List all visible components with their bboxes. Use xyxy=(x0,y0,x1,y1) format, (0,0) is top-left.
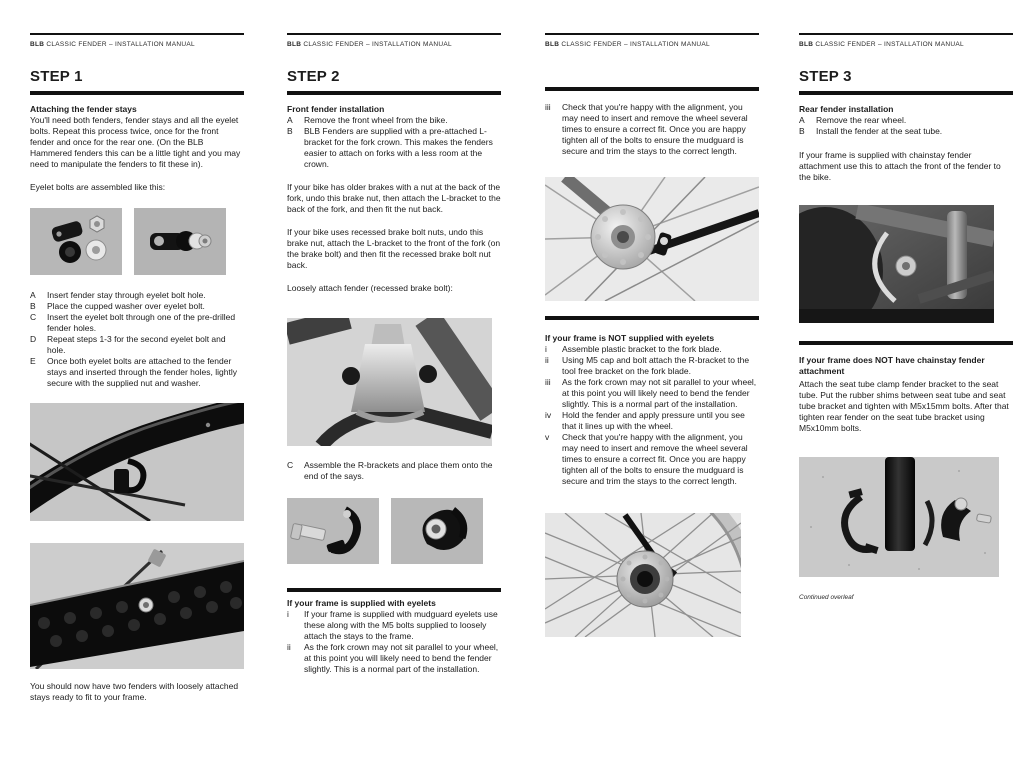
list-item xyxy=(799,126,1013,137)
list-item xyxy=(287,115,501,126)
photo-pair xyxy=(287,498,501,564)
r-bracket-parts-photo xyxy=(287,498,379,564)
list-item-label: B xyxy=(799,126,805,136)
list-item-text: If your frame is supplied with mudguard eyelets use these along with the M5 bolts supplied to loosely attach the stays to the frame. xyxy=(304,609,498,641)
paragraph: If your frame is supplied with chainstay fender attachment use this to attach the front of the fender to the bike. xyxy=(799,150,1001,182)
seat-tube-clamp-parts-photo xyxy=(799,457,999,577)
list-item-label: iii xyxy=(545,377,551,387)
list-item-label: iv xyxy=(545,410,552,420)
step-title: STEP 3 xyxy=(799,68,852,85)
running-header-text: CLASSIC FENDER – INSTALLATION MANUAL xyxy=(46,41,195,48)
list-item xyxy=(30,290,244,301)
list-item-label: ii xyxy=(545,355,549,365)
list-item-text: Insert the eyelet bolt through one of the pre-drilled fender holes. xyxy=(47,312,236,333)
section-divider-rule xyxy=(545,316,759,320)
step-list xyxy=(287,609,501,675)
brand-label: BLB xyxy=(545,41,560,48)
running-header-text: CLASSIC FENDER – INSTALLATION MANUAL xyxy=(815,41,964,48)
step-title: STEP 1 xyxy=(30,68,83,85)
column-step1 xyxy=(30,33,244,703)
step-rule xyxy=(799,91,1013,95)
list-item xyxy=(545,410,759,432)
list-item-label: B xyxy=(287,126,293,136)
list-item-text: Once both eyelet bolts are attached to the fender stays and inserted through the fender holes, lightly secure with the supplied nut and washer. xyxy=(47,356,237,388)
list-item-text: Insert fender stay through eyelet bolt hole. xyxy=(47,290,206,300)
section-heading: Attaching the fender stays xyxy=(30,104,137,114)
front-hub-stay-photo xyxy=(545,177,759,301)
step-list xyxy=(545,344,759,487)
list-item-text: Using M5 cap and bolt attach the R-bracket to the tool free bracket on the fork blade. xyxy=(562,355,750,376)
section-heading: Front fender installation xyxy=(287,104,385,114)
list-item-label: C xyxy=(287,460,294,470)
column-step2-continued xyxy=(545,33,759,637)
list-item-text: BLB Fenders are supplied with a pre-attached L-bracket for the fork crown. This makes the fenders easier to attach on forks with a less room at the crown. xyxy=(304,126,493,169)
paragraph: Eyelet bolts are assembled like this: xyxy=(30,182,166,192)
list-item xyxy=(287,642,501,675)
list-item-text: Assemble plastic bracket to the fork blade. xyxy=(562,344,722,354)
step-list xyxy=(30,290,244,389)
step-list xyxy=(287,115,501,170)
paragraph: If your bike has older brakes with a nut at the back of the fork, undo this brake nut, then attach the L-bracket to the back of the fork, and then fit the nut back. xyxy=(287,182,501,214)
section-heading: Rear fender installation xyxy=(799,104,894,114)
list-item-label: A xyxy=(30,290,36,300)
list-item-text: Hold the fender and apply pressure until you see that it lines up with the wheel. xyxy=(562,410,745,431)
wheel-hub-spokes-photo xyxy=(545,513,741,637)
section-divider-rule xyxy=(799,341,1013,345)
running-header xyxy=(287,41,501,48)
list-item xyxy=(30,301,244,312)
list-item-label: C xyxy=(30,312,37,322)
list-item-label: i xyxy=(545,344,547,354)
list-item-label: A xyxy=(799,115,805,125)
fork-crown-bracket-photo xyxy=(287,318,492,446)
header-rule xyxy=(545,33,759,35)
column-step3 xyxy=(799,33,1013,601)
brand-label: BLB xyxy=(799,41,814,48)
list-item-label: A xyxy=(287,115,293,125)
running-header xyxy=(30,41,244,48)
list-item xyxy=(287,126,501,170)
hammered-fender-eyelet-photo xyxy=(30,543,244,669)
list-item xyxy=(545,377,759,410)
eyelet-bolt-assembled-photo xyxy=(134,208,226,275)
list-item xyxy=(545,344,759,355)
eyelet-bolt-parts-photo xyxy=(30,208,122,275)
paragraph: If your bike uses recessed brake bolt nuts, undo this brake nut, attach the L-bracket to the front of the fork (on the brake bolt) and then fit the recessed brake bolt nut back. xyxy=(287,227,501,270)
list-item xyxy=(287,460,501,482)
step-rule xyxy=(545,87,759,91)
fender-stay-clamp-photo xyxy=(30,403,244,521)
step-rule xyxy=(287,91,501,95)
list-item-text: Remove the rear wheel. xyxy=(816,115,907,125)
list-item-text: As the fork crown may not sit parallel to your wheel, at this point you will likely need to bend the fender slightly. This is a normal part of the installation. xyxy=(562,377,757,409)
list-item-text: Place the cupped washer over eyelet bolt. xyxy=(47,301,205,311)
list-item xyxy=(30,356,244,389)
list-item-text: Remove the front wheel from the bike. xyxy=(304,115,448,125)
list-item xyxy=(799,115,1013,126)
closing-paragraph: You should now have two fenders with loosely attached stays ready to fit to your frame. xyxy=(30,681,239,702)
section-heading: If your frame is NOT supplied with eyelets xyxy=(545,333,715,343)
paragraph: Attach the seat tube clamp fender bracket to the seat tube. Put the rubber shims between seat tube and seat tube bracket and tighten with M5x15mm bolts. After that tighten rear fender on the seat tube bracket using M5x10mm bolts. xyxy=(799,379,1009,433)
step-rule xyxy=(30,91,244,95)
running-header-text: CLASSIC FENDER – INSTALLATION MANUAL xyxy=(561,41,710,48)
list-item-label: i xyxy=(287,609,289,619)
step-title: STEP 2 xyxy=(287,68,340,85)
header-rule xyxy=(30,33,244,35)
list-item-text: Assemble the R-brackets and place them onto the end of the says. xyxy=(304,460,493,481)
list-item xyxy=(545,355,759,377)
r-bracket-assembled-photo xyxy=(391,498,483,564)
list-item xyxy=(287,609,501,642)
list-item-text: Check that you're happy with the alignment, you may need to insert and remove the wheel several times to ensure a correct fit. Once you are happy tighten all of the bolts to ensure the mudguard is secure and trim the stays to the correct length. xyxy=(562,432,748,486)
running-header xyxy=(545,41,759,48)
step-list xyxy=(799,115,1013,137)
list-item-label: v xyxy=(545,432,550,442)
running-header-text: CLASSIC FENDER – INSTALLATION MANUAL xyxy=(303,41,452,48)
list-item xyxy=(545,432,759,487)
brand-label: BLB xyxy=(30,41,45,48)
section-heading: If your frame does NOT have chainstay fender attachment xyxy=(799,355,985,376)
list-item xyxy=(30,334,244,356)
continued-note: Continued overleaf xyxy=(799,594,854,601)
running-header xyxy=(799,41,1013,48)
list-item-text: Check that you're happy with the alignment, you may need to insert and remove the wheel several times to ensure a correct fit. Once you are happy tighten all of the bolts to ensure the mudguard is secure and trim the stays to the correct length. xyxy=(562,102,748,156)
list-item-text: Install the fender at the seat tube. xyxy=(816,126,943,136)
paragraph: You'll need both fenders, fender stays and all the eyelet bolts. Repeat this process twice, once for the front fender and once for the rear one. (On the BLB Hammered fenders this can be a little tight and you may need to manipulate the fenders to fit these in). xyxy=(30,115,241,169)
list-item-text: As the fork crown may not sit parallel to your wheel, at this point you will likely need to bend the fender slightly. This is a normal part of the installation. xyxy=(304,642,499,674)
list-item-label: D xyxy=(30,334,37,344)
chainstay-attachment-photo xyxy=(799,205,994,323)
list-item-text: Repeat steps 1-3 for the second eyelet bolt and hole. xyxy=(47,334,226,355)
header-rule xyxy=(287,33,501,35)
list-item-label: ii xyxy=(287,642,291,652)
section-heading: If your frame is supplied with eyelets xyxy=(287,598,436,608)
column-step2 xyxy=(287,33,501,675)
list-item-label: iii xyxy=(545,102,551,112)
brand-label: BLB xyxy=(287,41,302,48)
list-item xyxy=(545,102,759,157)
photo-pair xyxy=(30,208,244,275)
list-item-label: E xyxy=(30,356,36,366)
paragraph: Loosely attach fender (recessed brake bolt): xyxy=(287,283,453,293)
section-divider-rule xyxy=(287,588,501,592)
header-rule xyxy=(799,33,1013,35)
list-item-label: B xyxy=(30,301,36,311)
list-item xyxy=(30,312,244,334)
